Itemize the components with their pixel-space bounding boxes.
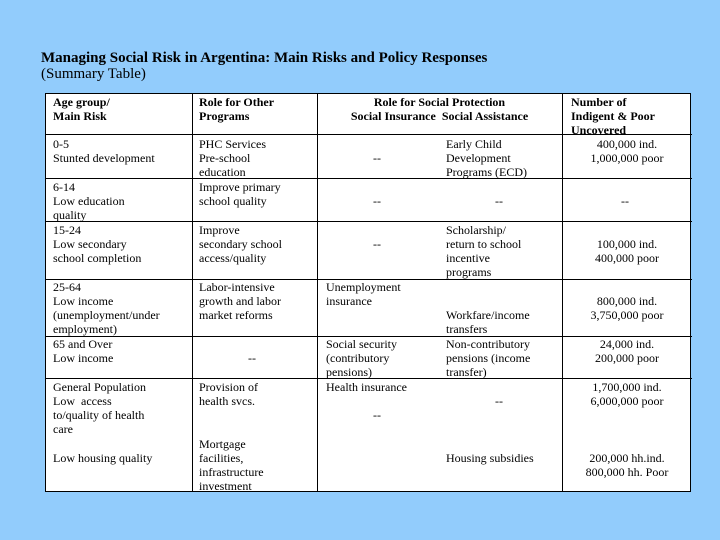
row-divider [46,178,692,179]
row-housing-assistance: Housing subsidies [446,451,534,465]
row-general-pop-insurance: Health insurance [326,380,407,394]
row-6-14-number: -- [621,194,629,208]
row-0-5-number: 400,000 ind. 1,000,000 poor [590,137,664,165]
header-number-uncovered: Number of Indigent & Poor Uncovered [571,95,655,137]
row-0-5-insurance: -- [373,151,381,165]
row-25-64-number: 800,000 ind. 3,750,000 poor [590,294,664,322]
row-general-pop-assistance: -- [495,394,503,408]
row-6-14-other: Improve primary school quality [199,180,281,208]
row-general-pop-number: 1,700,000 ind. 6,000,000 poor [590,380,664,408]
row-15-24-age: 15-24 Low secondary school completion [53,223,142,265]
row-15-24-other: Improve secondary school access/quality [199,223,282,265]
summary-table [45,93,691,492]
header-other-programs: Role for Other Programs [199,95,275,123]
row-65-over-assistance: Non-contributory pensions (income transfer) [446,337,531,379]
row-15-24-number: 100,000 ind. 400,000 poor [595,237,659,265]
table-col-divider [317,94,318,491]
row-0-5-age: 0-5 Stunted development [53,137,155,165]
table-col-divider [192,94,193,491]
row-general-pop-age: General Population Low access to/quality of health care [53,380,146,436]
header-social-protection: Role for Social Protection Social Insurance Social Assistance [350,95,529,123]
row-25-64-other: Labor-intensive growth and labor market reforms [199,280,281,322]
row-general-pop-insurance-dash: -- [373,408,381,422]
row-0-5-other: PHC Services Pre-school education [199,137,266,179]
page-subtitle: (Summary Table) [41,66,146,82]
row-65-over-age: 65 and Over Low income [53,337,114,365]
row-25-64-assistance: Workfare/income transfers [446,308,530,336]
row-6-14-assistance: -- [495,194,503,208]
row-65-over-insurance: Social security (contributory pensions) [326,337,397,379]
row-65-over-other: -- [248,351,256,365]
row-0-5-assistance: Early Child Development Programs (ECD) [446,137,527,179]
row-6-14-age: 6-14 Low education quality [53,180,125,222]
page-title: Managing Social Risk in Argentina: Main Risks and Policy Responses [41,50,488,66]
row-6-14-insurance: -- [373,194,381,208]
row-housing-age: Low housing quality [53,451,153,465]
row-housing-number: 200,000 hh.ind. 800,000 hh. Poor [585,451,669,479]
header-age-group: Age group/ Main Risk [53,95,110,123]
row-15-24-assistance: Scholarship/ return to school incentive programs [446,223,522,279]
row-15-24-insurance: -- [373,237,381,251]
row-divider [192,221,692,222]
row-65-over-number: 24,000 ind. 200,000 poor [595,337,659,365]
row-housing-other: Mortgage facilities, infrastructure investment [199,437,264,493]
row-25-64-insurance: Unemployment insurance [326,280,401,308]
row-general-pop-other: Provision of health svcs. [199,380,259,408]
row-25-64-age: 25-64 Low income (unemployment/under employment) [53,280,160,336]
